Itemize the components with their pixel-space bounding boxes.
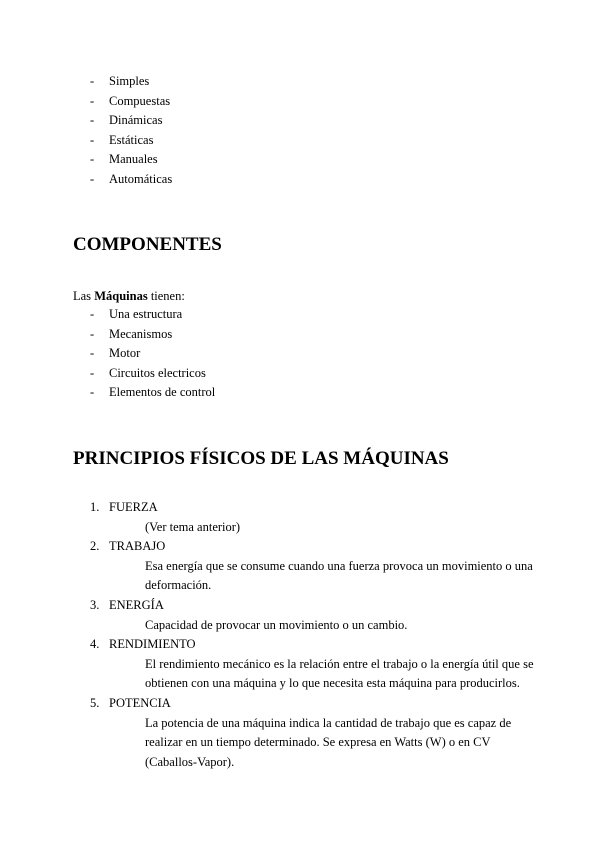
list-item-label: Una estructura — [109, 307, 183, 321]
principle-description: El rendimiento mecánico es la relación entre el trabajo o la energía útil que se obtienen con una máquina y lo que necesita esta máquina para producirlos. — [145, 656, 534, 691]
item-number: 2. — [90, 539, 100, 554]
principle-description: Esa energía que se consume cuando una fuerza provoca un movimiento o una deformación. — [145, 558, 533, 593]
list-item — [90, 170, 172, 190]
list-item — [90, 305, 215, 325]
components-intro — [73, 287, 185, 305]
list-item-label: Simples — [109, 74, 150, 88]
list-item-label: Estáticas — [109, 132, 154, 147]
list-item — [90, 150, 172, 170]
principles-list — [0, 498, 600, 772]
principle-description: La potencia de una máquina indica la cantidad de trabajo que es capaz de realizar en un tiempo determinado. Se expresa en Watts (W) o en CV (Caballos-Vapor). — [145, 715, 512, 769]
principle-title-row — [0, 498, 600, 518]
list-item — [0, 498, 600, 537]
list-item — [90, 72, 172, 92]
components-list — [90, 305, 215, 403]
principle-title-row — [0, 694, 600, 714]
machine-types-list — [90, 72, 172, 190]
principle-title-row — [0, 537, 600, 557]
list-marker: - — [90, 152, 95, 167]
principle-description: Capacidad de provocar un movimiento o un cambio. — [145, 617, 408, 632]
principles-heading: PRINCIPIOS FÍSICOS DE LAS MÁQUINAS — [73, 448, 449, 469]
principle-title: POTENCIA — [109, 695, 171, 710]
list-item — [90, 111, 172, 131]
list-item — [0, 694, 600, 772]
list-item — [90, 92, 172, 112]
list-marker: - — [90, 132, 95, 147]
item-number: 4. — [90, 637, 100, 652]
principle-title: RENDIMIENTO — [109, 637, 196, 652]
list-item-label: Motor — [109, 346, 141, 361]
list-item — [0, 635, 600, 694]
components-heading: COMPONENTES — [73, 234, 222, 255]
list-marker: - — [90, 74, 95, 88]
list-item-label: Compuestas — [109, 93, 171, 108]
list-item-label: Elementos de control — [109, 385, 216, 400]
principle-title: ENERGÍA — [109, 597, 164, 612]
list-marker: - — [90, 93, 95, 108]
principle-title: TRABAJO — [109, 539, 166, 554]
list-item — [90, 364, 215, 384]
intro-prefix: Las — [73, 289, 92, 303]
list-item-label: Dinámicas — [109, 113, 163, 128]
list-item — [0, 537, 600, 596]
intro-bold-term: Máquinas — [94, 289, 148, 303]
list-marker: - — [90, 307, 95, 321]
list-item — [90, 383, 215, 403]
item-number: 1. — [90, 500, 100, 514]
list-item — [0, 596, 600, 635]
list-marker: - — [90, 346, 95, 361]
principle-title-row — [0, 596, 600, 616]
list-marker: - — [90, 171, 95, 186]
list-item — [90, 131, 172, 151]
list-item-label: Mecanismos — [109, 326, 173, 341]
principle-title: FUERZA — [109, 500, 158, 514]
item-number: 5. — [90, 695, 100, 710]
intro-suffix: tienen: — [150, 289, 185, 303]
principle-title-row — [0, 635, 600, 655]
list-marker: - — [90, 326, 95, 341]
list-item — [90, 344, 215, 364]
list-item-label: Manuales — [109, 152, 158, 167]
list-item-label: Circuitos electricos — [109, 365, 206, 380]
item-number: 3. — [90, 597, 100, 612]
list-marker: - — [90, 385, 95, 400]
list-item-label: Automáticas — [109, 171, 173, 186]
principle-description: (Ver tema anterior) — [145, 519, 241, 534]
list-marker: - — [90, 365, 95, 380]
list-item — [90, 325, 215, 345]
list-marker: - — [90, 113, 95, 128]
